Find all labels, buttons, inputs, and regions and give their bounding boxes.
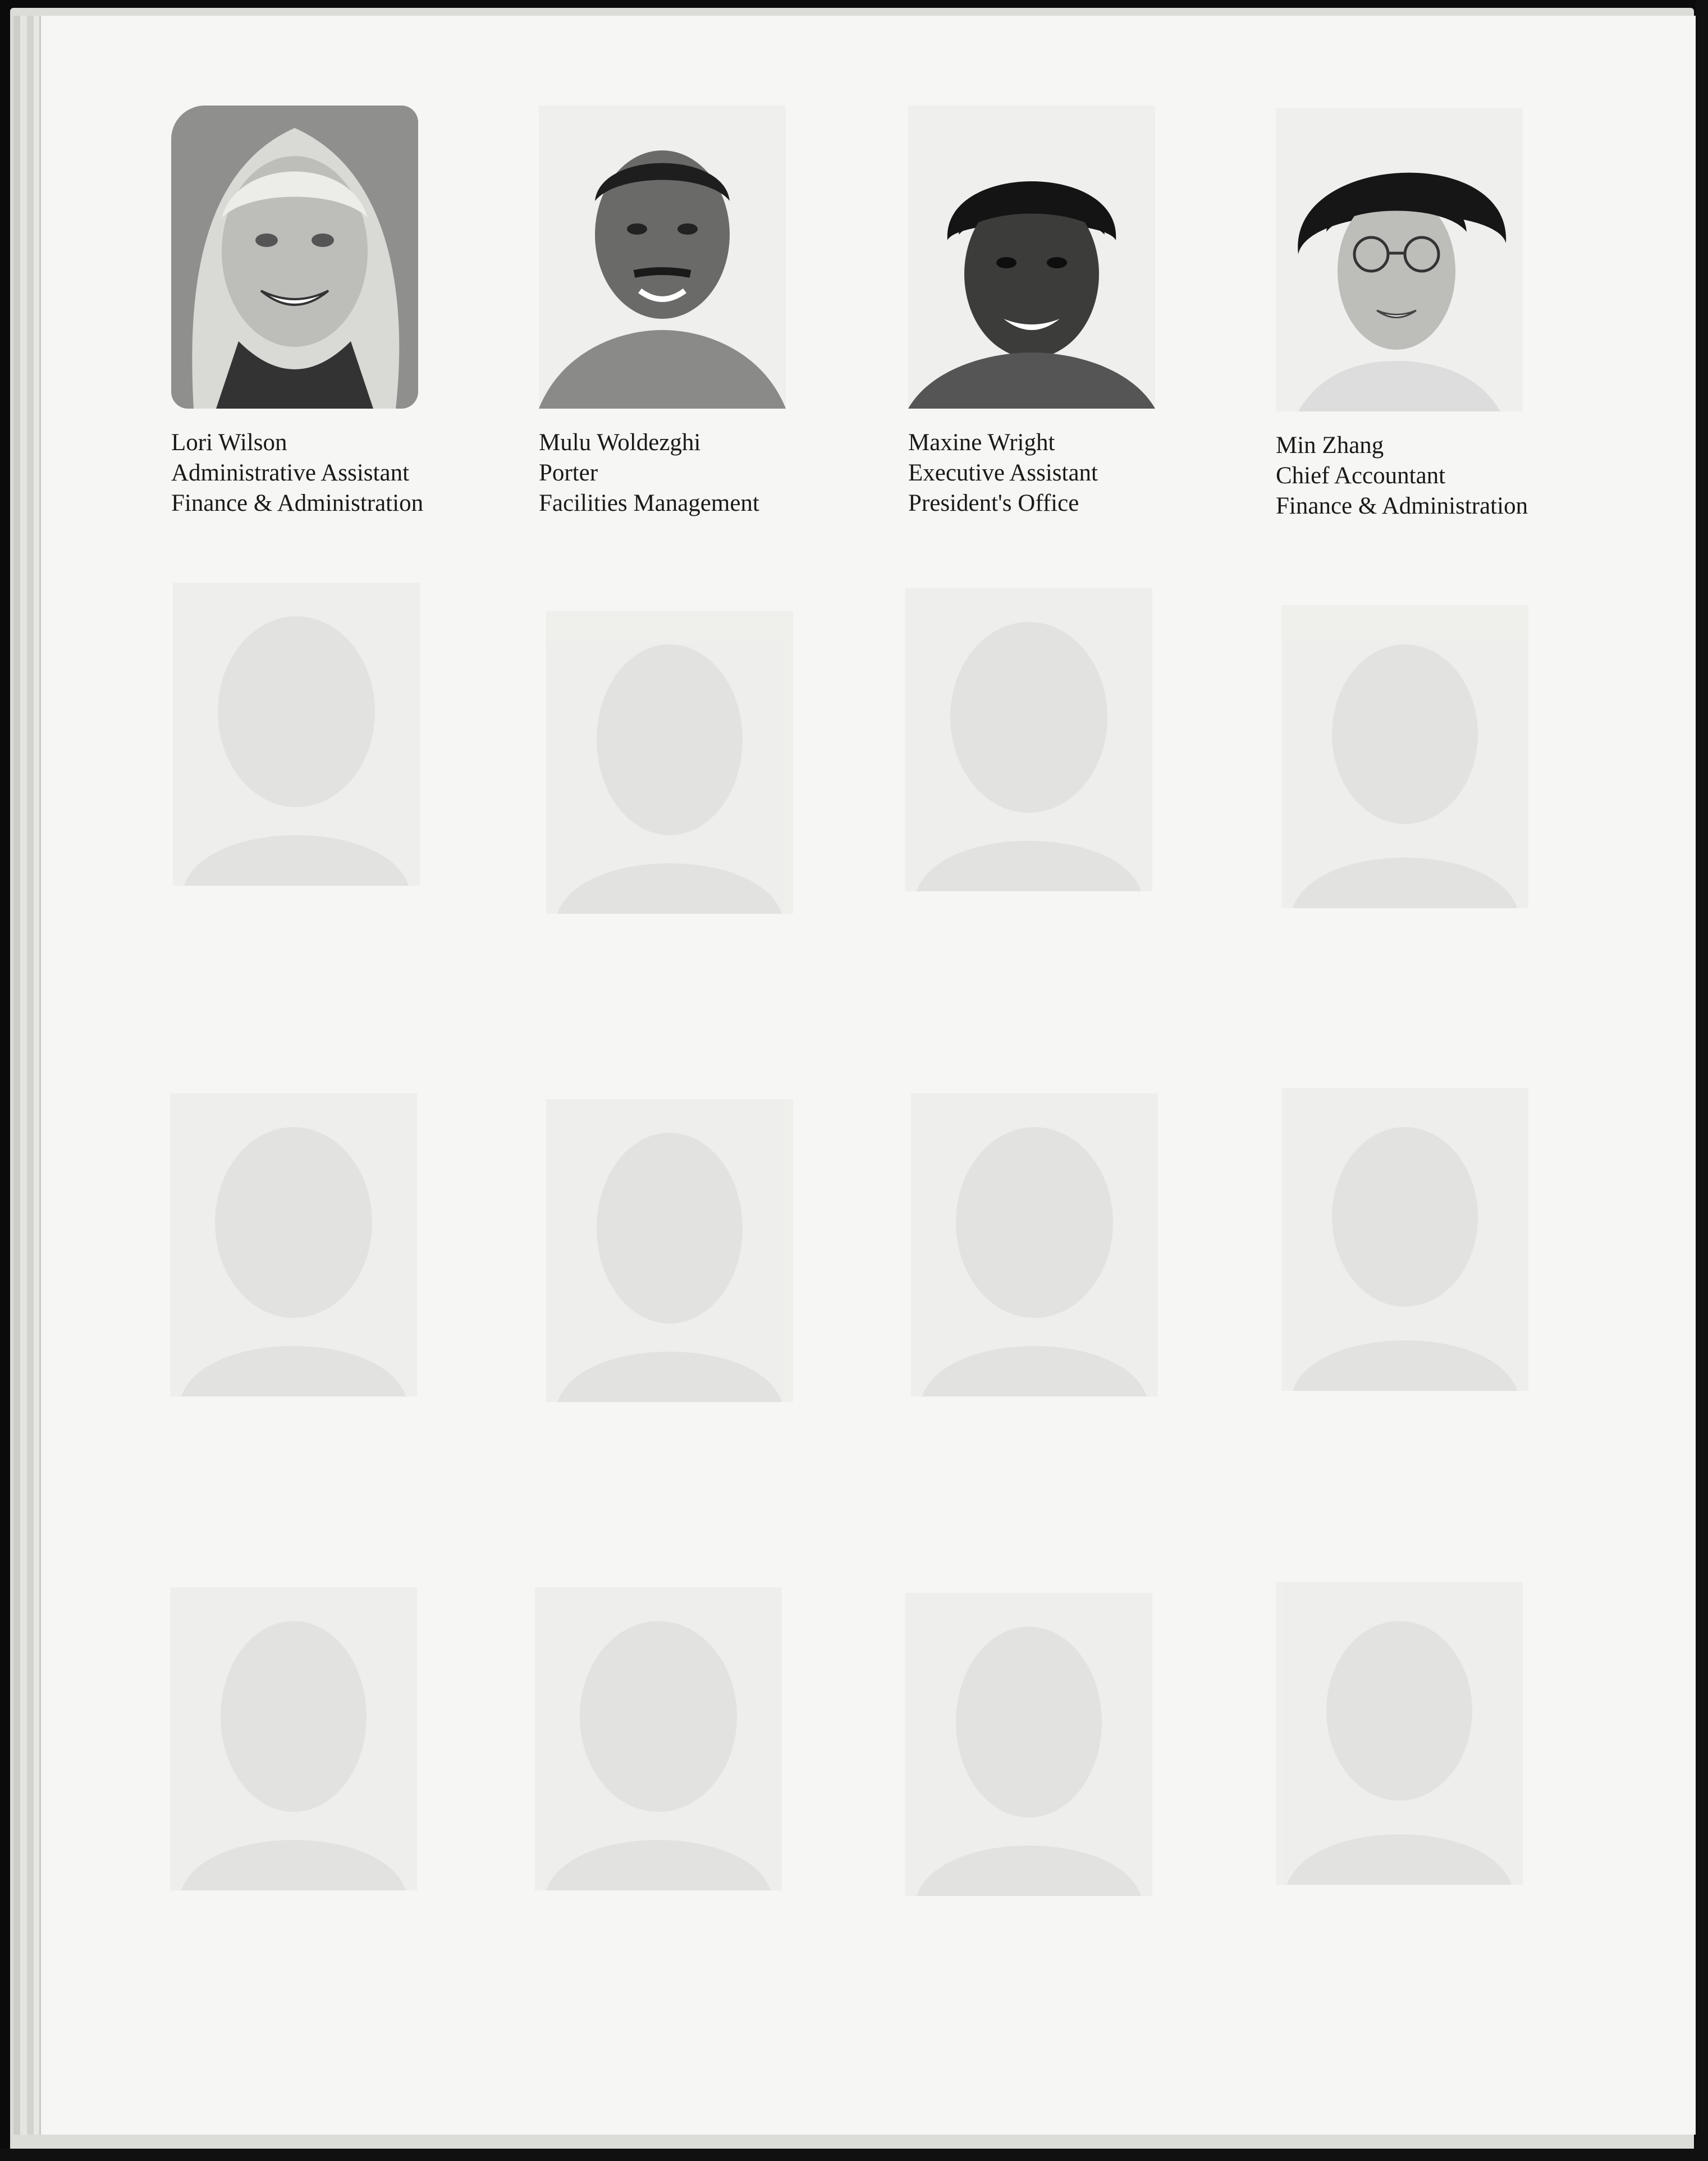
show-through-portrait <box>905 1593 1152 1896</box>
staff-title: Porter <box>539 460 598 486</box>
staff-caption <box>171 428 530 519</box>
show-through-portrait <box>170 1093 417 1397</box>
staff-name: Mulu Woldezghi <box>539 429 701 456</box>
portrait-photo-icon <box>171 106 418 409</box>
scan-border-right <box>1696 0 1708 2161</box>
show-through-portrait <box>911 1093 1158 1397</box>
staff-department: Finance & Administration <box>1276 493 1528 519</box>
staff-card-maxine-wright <box>908 106 1267 519</box>
staff-caption <box>539 428 898 519</box>
staff-department: Facilities Management <box>539 490 759 516</box>
staff-title: Executive Assistant <box>908 460 1098 486</box>
show-through-portrait <box>1281 1088 1528 1391</box>
staff-name: Maxine Wright <box>908 429 1055 456</box>
show-through-portrait <box>546 1099 793 1402</box>
scan-border-bottom <box>0 2149 1708 2161</box>
staff-name: Lori Wilson <box>171 429 287 456</box>
show-through-portrait <box>905 588 1152 891</box>
staff-title: Chief Accountant <box>1276 463 1446 489</box>
staff-title: Administrative Assistant <box>171 460 410 486</box>
staff-caption <box>908 428 1267 519</box>
show-through-portrait <box>1281 605 1528 908</box>
staff-card-mulu-woldezghi <box>539 106 898 519</box>
staff-name: Min Zhang <box>1276 432 1384 459</box>
portrait-photo-icon <box>908 106 1155 409</box>
staff-card-min-zhang <box>1276 108 1635 521</box>
show-through-portrait <box>535 1587 782 1890</box>
show-through-portrait <box>546 611 793 914</box>
staff-department: President's Office <box>908 490 1079 516</box>
portrait-photo-icon <box>539 106 786 409</box>
show-through-portrait <box>173 583 420 886</box>
staff-caption <box>1276 431 1635 521</box>
portrait-photo-icon <box>1276 108 1523 411</box>
yearbook-page <box>39 16 1697 2135</box>
show-through-portrait <box>1276 1582 1523 1885</box>
staff-department: Finance & Administration <box>171 490 424 516</box>
staff-card-lori-wilson <box>171 106 530 519</box>
show-through-portrait <box>170 1587 417 1890</box>
